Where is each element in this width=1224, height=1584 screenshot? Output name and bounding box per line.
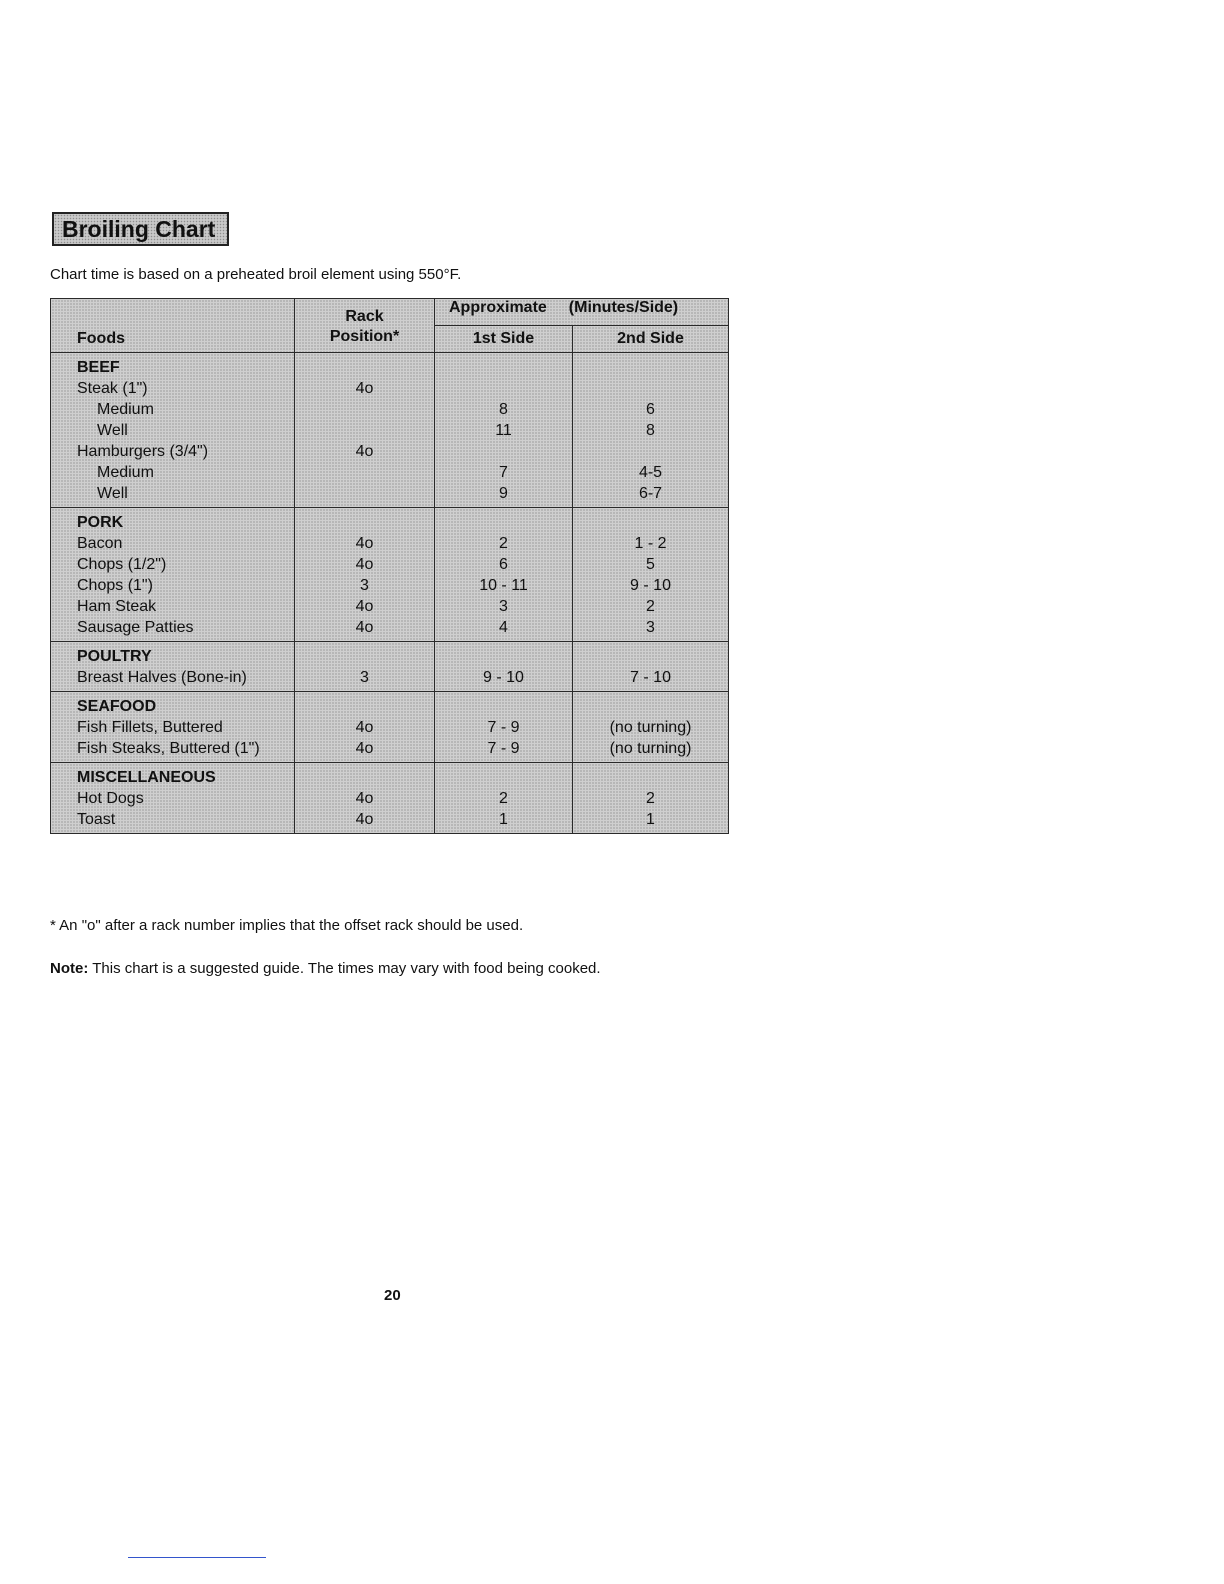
header-minutes-side: (Minutes/Side) bbox=[568, 299, 679, 316]
first-side-time: 7 - 9 bbox=[487, 740, 520, 757]
category-label: POULTRY bbox=[77, 648, 152, 665]
rack-position bbox=[295, 462, 434, 483]
first-side-time: 9 bbox=[499, 485, 508, 502]
side2-cell bbox=[573, 763, 729, 834]
side2-cell bbox=[573, 642, 729, 692]
first-side-time: 4 bbox=[499, 619, 508, 636]
note-label: Note: bbox=[50, 960, 89, 977]
rack-position: 4o bbox=[355, 598, 374, 615]
second-side-time: 6-7 bbox=[638, 485, 663, 502]
rack-position bbox=[295, 420, 434, 441]
food-name: Well bbox=[97, 422, 128, 439]
first-side-time: 10 - 11 bbox=[479, 577, 528, 594]
second-side-time: 2 bbox=[646, 598, 655, 615]
intro-text: Chart time is based on a preheated broil element using 550°F. bbox=[50, 266, 462, 283]
first-side-time: 2 bbox=[499, 535, 508, 552]
first-side-time: 7 bbox=[499, 464, 508, 481]
category-label: MISCELLANEOUS bbox=[77, 769, 216, 786]
foods-cell bbox=[51, 642, 295, 692]
first-side-time: 9 - 10 bbox=[483, 669, 524, 686]
broiling-table bbox=[50, 298, 729, 834]
food-name: Fish Fillets, Buttered bbox=[77, 719, 223, 736]
spacer bbox=[295, 646, 434, 667]
spacer bbox=[573, 646, 728, 667]
spacer bbox=[435, 512, 572, 533]
category-label: PORK bbox=[77, 514, 124, 531]
food-name: Chops (1/2") bbox=[77, 556, 167, 573]
rack-position bbox=[295, 399, 434, 420]
section-miscellaneous bbox=[51, 763, 729, 834]
second-side-time: 7 - 10 bbox=[630, 669, 671, 686]
section-poultry bbox=[51, 642, 729, 692]
spacer bbox=[295, 357, 434, 378]
side1-cell bbox=[435, 642, 573, 692]
section-beef bbox=[51, 353, 729, 508]
second-side-time: 2 bbox=[646, 790, 655, 807]
food-name: Well bbox=[97, 485, 128, 502]
spacer bbox=[295, 767, 434, 788]
bottom-rule bbox=[128, 1557, 266, 1558]
foods-cell bbox=[51, 763, 295, 834]
spacer bbox=[295, 512, 434, 533]
header-2nd-side: 2nd Side bbox=[573, 326, 729, 353]
rack-cell bbox=[295, 763, 435, 834]
rack-position: 3 bbox=[360, 577, 369, 594]
side1-cell bbox=[435, 692, 573, 763]
rack-position: 4o bbox=[355, 535, 374, 552]
category-label: BEEF bbox=[77, 359, 120, 376]
first-side-time: 6 bbox=[499, 556, 508, 573]
first-side-time: 1 bbox=[499, 811, 508, 828]
header-1st-side: 1st Side bbox=[435, 326, 573, 353]
second-side-time: (no turning) bbox=[609, 719, 692, 736]
header-approx-label: Approximate bbox=[449, 299, 547, 316]
header-rack-position bbox=[295, 299, 435, 353]
spacer bbox=[435, 767, 572, 788]
side1-cell bbox=[435, 763, 573, 834]
header-foods: Foods bbox=[51, 299, 295, 353]
second-side-time bbox=[573, 378, 728, 399]
rack-cell bbox=[295, 642, 435, 692]
spacer bbox=[573, 696, 728, 717]
food-name: Toast bbox=[77, 811, 116, 828]
rack-cell bbox=[295, 508, 435, 642]
category-label: SEAFOOD bbox=[77, 698, 157, 715]
second-side-time: (no turning) bbox=[609, 740, 692, 757]
food-name: Hot Dogs bbox=[77, 790, 144, 807]
spacer bbox=[295, 696, 434, 717]
rack-position: 4o bbox=[355, 619, 374, 636]
header-rack-line2: Position* bbox=[329, 328, 400, 345]
second-side-time: 1 bbox=[646, 811, 655, 828]
food-name: Sausage Patties bbox=[77, 619, 194, 636]
first-side-time: 8 bbox=[499, 401, 508, 418]
note-text: This chart is a suggested guide. The times may vary with food being cooked. bbox=[92, 960, 601, 977]
rack-position: 4o bbox=[355, 790, 374, 807]
note bbox=[50, 960, 601, 977]
rack-position: 4o bbox=[355, 719, 374, 736]
food-name: Fish Steaks, Buttered (1") bbox=[77, 740, 260, 757]
first-side-time: 3 bbox=[499, 598, 508, 615]
rack-cell bbox=[295, 692, 435, 763]
side2-cell bbox=[573, 508, 729, 642]
side2-cell bbox=[573, 353, 729, 508]
foods-cell bbox=[51, 353, 295, 508]
rack-position: 4o bbox=[355, 380, 374, 397]
side2-cell bbox=[573, 692, 729, 763]
second-side-time: 4-5 bbox=[638, 464, 663, 481]
chart-title: Broiling Chart bbox=[52, 212, 229, 246]
food-name: Hamburgers (3/4") bbox=[77, 443, 209, 460]
second-side-time: 3 bbox=[646, 619, 655, 636]
second-side-time: 5 bbox=[646, 556, 655, 573]
header-rack-line1: Rack bbox=[345, 308, 384, 325]
rack-position: 4o bbox=[355, 556, 374, 573]
side1-cell bbox=[435, 353, 573, 508]
rack-cell bbox=[295, 353, 435, 508]
foods-cell bbox=[51, 508, 295, 642]
spacer bbox=[573, 512, 728, 533]
food-name: Breast Halves (Bone-in) bbox=[77, 669, 247, 686]
food-name: Medium bbox=[97, 401, 154, 418]
spacer bbox=[573, 357, 728, 378]
second-side-time: 6 bbox=[646, 401, 655, 418]
header-approximate bbox=[435, 299, 729, 326]
section-pork bbox=[51, 508, 729, 642]
second-side-time: 8 bbox=[646, 422, 655, 439]
first-side-time bbox=[435, 378, 572, 399]
rack-position: 4o bbox=[355, 811, 374, 828]
rack-position: 4o bbox=[355, 740, 374, 757]
first-side-time: 7 - 9 bbox=[487, 719, 520, 736]
second-side-time: 9 - 10 bbox=[630, 577, 671, 594]
food-name: Chops (1") bbox=[77, 577, 153, 594]
rack-position: 3 bbox=[360, 669, 369, 686]
food-name: Medium bbox=[97, 464, 154, 481]
first-side-time bbox=[435, 441, 572, 462]
food-name: Bacon bbox=[77, 535, 123, 552]
spacer bbox=[435, 696, 572, 717]
spacer bbox=[573, 767, 728, 788]
foods-cell bbox=[51, 692, 295, 763]
second-side-time: 1 - 2 bbox=[634, 535, 667, 552]
footnote: * An "o" after a rack number implies that the offset rack should be used. bbox=[50, 917, 524, 934]
spacer bbox=[435, 646, 572, 667]
first-side-time: 2 bbox=[499, 790, 508, 807]
section-seafood bbox=[51, 692, 729, 763]
rack-position bbox=[295, 483, 434, 504]
first-side-time: 11 bbox=[495, 422, 512, 439]
page-number: 20 bbox=[384, 1287, 401, 1304]
second-side-time bbox=[573, 441, 728, 462]
chart-body bbox=[51, 353, 729, 834]
spacer bbox=[435, 357, 572, 378]
food-name: Ham Steak bbox=[77, 598, 157, 615]
rack-position: 4o bbox=[355, 443, 374, 460]
side1-cell bbox=[435, 508, 573, 642]
food-name: Steak (1") bbox=[77, 380, 148, 397]
